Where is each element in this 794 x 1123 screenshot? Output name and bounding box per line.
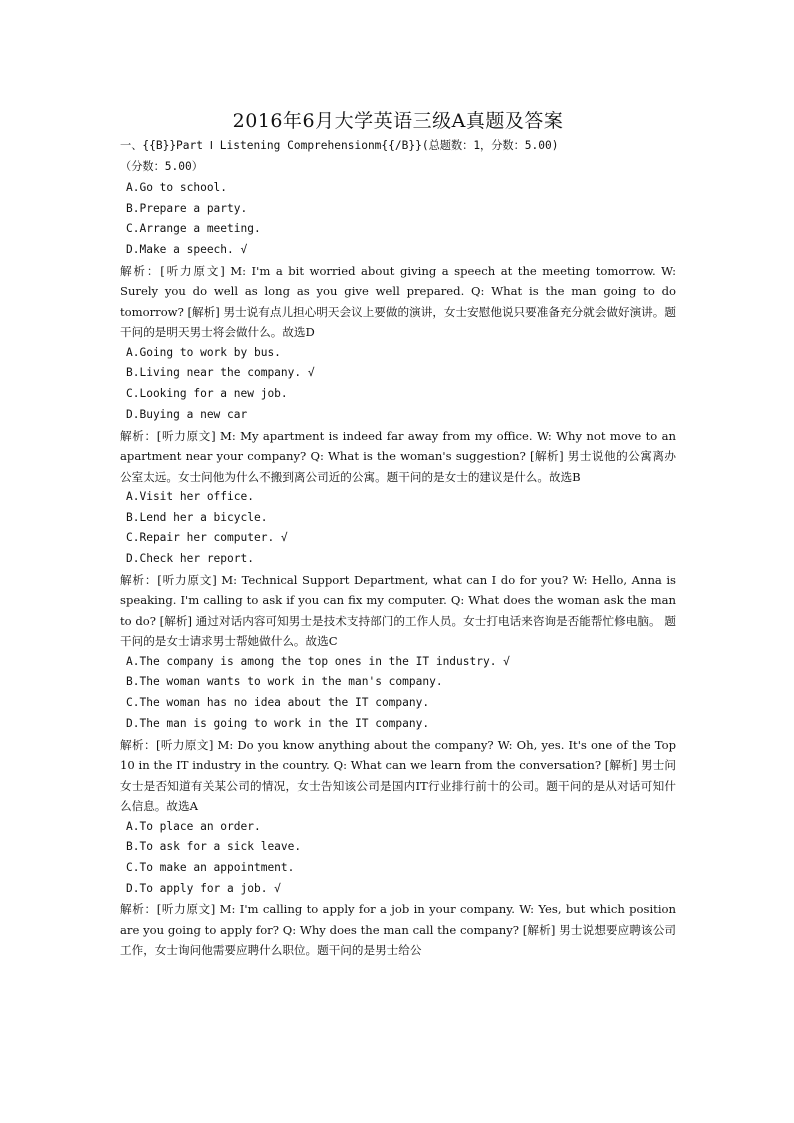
- answer-explanation: 解析：[听力原文] M: I'm calling to apply for a job in your company. W: Yes, but which position are you going to apply for? Q: Why does the man call the company? [解析] 男士说想要应聘该公司工作，女士询问他需要应聘什么职位。题干问的是男士给公: [120, 902, 676, 958]
- answer-option: C.Arrange a meeting.: [126, 222, 261, 236]
- answer-explanation: 解析：[听力原文] M: Technical Support Department, what can I do for you? W: Hello, Anna is speaking. I'm calling to ask if you can fix my computer. Q: What does the woman ask the man to do? [解析] 通过对话内容可知男士是技术支持部门的工作人员。女士打电话来咨询是否能帮忙修电脑。 题干问的是女士请求男士帮她做什么。故选C: [120, 572, 676, 649]
- answer-explanation: 解析：[听力原文] M: Do you know anything about the company? W: Oh, yes. It's one of the Top 10 in the IT industry in the country. Q: What can we learn from the conversation? [解析] 男士问女士是否知道有关某公司的情况，女士告知该公司是国内IT行业排行前十的公司。题干问的是从对话可知什么信息。故选A: [120, 737, 676, 813]
- answer-option: D.Make a speech. √: [126, 243, 248, 257]
- answer-option: B.Prepare a party.: [126, 201, 248, 215]
- answer-option: D.To apply for a job. √: [126, 881, 281, 895]
- answer-option: D.The man is going to work in the IT company.: [126, 716, 430, 730]
- question-list: [120, 178, 676, 961]
- question-block: [120, 343, 676, 487]
- answer-option: C.To make an appointment.: [126, 860, 295, 874]
- answer-option: A.Visit her office.: [126, 490, 254, 503]
- answer-option: A.To place an order.: [126, 819, 261, 833]
- question-block: [120, 817, 676, 961]
- answer-option: D.Check her report.: [126, 552, 254, 566]
- answer-option: B.To ask for a sick leave.: [126, 840, 302, 854]
- document-title: 2016年6月大学英语三级A真题及答案: [232, 110, 564, 132]
- section-score: （分数：5.00）: [120, 160, 203, 173]
- answer-option: D.Buying a new car: [126, 407, 248, 421]
- question-block: [120, 652, 676, 817]
- answer-explanation: 解析：[听力原文] M: My apartment is indeed far away from my office. W: Why not move to an apartment near your company? Q: What is the woman's suggestion? [解析] 男士说他的公寓离办公室太远。女士问他为什么不搬到离公司近的公寓。题干问的是女士的建议是什么。故选B: [120, 428, 676, 484]
- answer-option: B.Lend her a bicycle.: [126, 510, 268, 524]
- question-block: [120, 487, 676, 652]
- answer-option: A.Go to school.: [126, 181, 228, 194]
- question-block: [120, 178, 676, 343]
- section-heading: 一、{{B}}Part Ⅰ Listening Comprehensionm{{/B}}(总题数：1，分数：5.00): [120, 139, 559, 152]
- answer-option: C.Looking for a new job.: [126, 387, 288, 401]
- document-page: [120, 0, 676, 961]
- answer-explanation: 解析：[听力原文] M: I'm a bit worried about giving a speech at the meeting tomorrow. W: Surely you do well as long as you give well prepared. Q: What is the man going to do tomorrow? [解析] 男士说有点儿担心明天会议上要做的演讲，女士安慰他说只要准备充分就会做好演讲。题干问的是明天男士将会做什么。故选D: [120, 263, 676, 340]
- answer-option: A.The company is among the top ones in the IT industry. √: [126, 654, 510, 668]
- answer-option: A.Going to work by bus.: [126, 345, 281, 359]
- answer-option: C.The woman has no idea about the IT company.: [126, 696, 430, 710]
- answer-option: B.Living near the company. √: [126, 366, 315, 380]
- answer-option: C.Repair her computer. √: [126, 531, 288, 545]
- answer-option: B.The woman wants to work in the man's company.: [126, 675, 443, 689]
